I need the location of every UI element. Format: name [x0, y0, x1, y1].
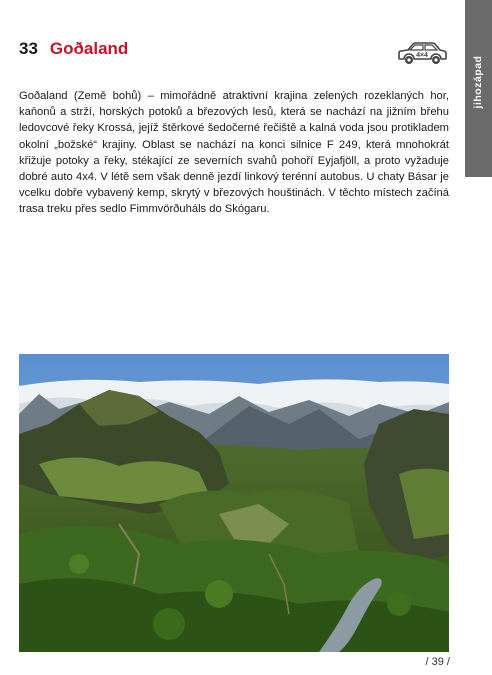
car-4x4-label: 4×4: [416, 52, 428, 59]
page-number: / 39 /: [425, 656, 450, 668]
section-number: 33: [19, 39, 38, 58]
side-tab-label: jihozápad: [472, 55, 484, 109]
section-title: Goðaland: [49, 39, 129, 58]
car-4x4-icon: [396, 40, 448, 68]
section-header: [19, 39, 128, 59]
body-paragraph: Goðaland (Země bohů) – mimořádně atraktivní krajina zelených rozeklaných hor, kaňonů a strží, horských potoků a březových lesů, která se nachází na jižním břehu ledovcové řeky Krossá, jejíž štěrkové šedočerné řečiště a kalná voda jsou protikladem okolní „božské“ krajiny. Oblast se nachází na konci silnice F 249, která mnohokrát křižuje potoky a řeky, stékající ze severních svahů pohoří Eyjafjöll, a proto vyžaduje dobré auto 4x4. V létě sem však denně jezdí linkový terénní autobus. U chaty Básar je vcelku dobře vybavený kemp, skrytý v březových houštinách. V těchto místech začíná trasa treku přes sedlo Fimmvörðuháls do Skógaru.: [19, 90, 449, 216]
landscape-photo: [19, 354, 449, 652]
